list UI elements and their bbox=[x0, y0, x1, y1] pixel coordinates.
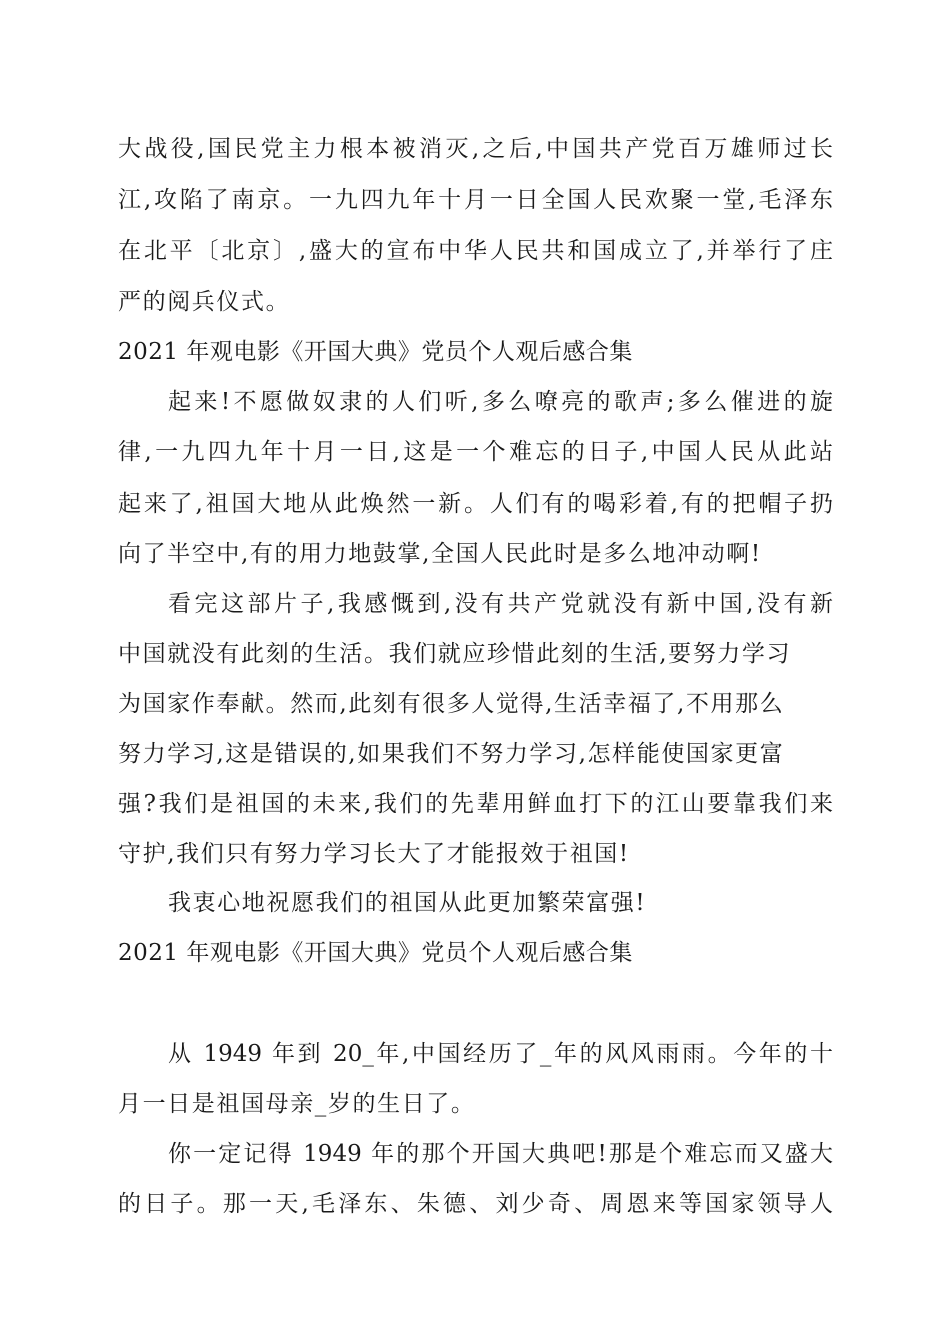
paragraph-line: 月一日是祖国母亲_岁的生日了。 bbox=[118, 1091, 476, 1117]
paragraph-line: 从 1949 年到 20_年,中国经历了_年的风风雨雨。今年的十 bbox=[168, 1041, 833, 1067]
paragraph-line: 中国就没有此刻的生活。我们就应珍惜此刻的生活,要努力学习 bbox=[118, 641, 792, 667]
paragraph-line: 守护,我们只有努力学习长大了才能报效于祖国! bbox=[118, 841, 630, 867]
paragraph-line: 起来!不愿做奴隶的人们听,多么嘹亮的歌声;多么催进的旋 bbox=[168, 389, 833, 415]
paragraph-line: 向了半空中,有的用力地鼓掌,全国人民此时是多么地冲动啊! bbox=[118, 541, 762, 567]
section-heading: 2021 年观电影《开国大典》党员个人观后感合集 bbox=[118, 940, 633, 966]
paragraph-line: 强?我们是祖国的未来,我们的先辈用鲜血打下的江山要靠我们来 bbox=[118, 791, 833, 817]
paragraph-line: 我衷心地祝愿我们的祖国从此更加繁荣富强! bbox=[168, 890, 647, 916]
paragraph-line: 严的阅兵仪式。 bbox=[118, 289, 291, 315]
section-heading: 2021 年观电影《开国大典》党员个人观后感合集 bbox=[118, 339, 633, 365]
paragraph-line: 起来了,祖国大地从此焕然一新。人们有的喝彩着,有的把帽子扔 bbox=[118, 491, 833, 517]
paragraph-line: 看完这部片子,我感慨到,没有共产党就没有新中国,没有新 bbox=[168, 591, 833, 617]
paragraph-line: 在北平〔北京〕,盛大的宣布中华人民共和国成立了,并举行了庄 bbox=[118, 238, 833, 264]
paragraph-line: 为国家作奉献。然而,此刻有很多人觉得,生活幸福了,不用那么 bbox=[118, 691, 785, 717]
paragraph-line: 大战役,国民党主力根本被消灭,之后,中国共产党百万雄师过长 bbox=[118, 136, 833, 162]
paragraph-line: 律,一九四九年十月一日,这是一个难忘的日子,中国人民从此站 bbox=[118, 439, 833, 465]
paragraph-line: 江,攻陷了南京。一九四九年十月一日全国人民欢聚一堂,毛泽东 bbox=[118, 187, 833, 213]
paragraph-line: 你一定记得 1949 年的那个开国大典吧!那是个难忘而又盛大 bbox=[168, 1141, 833, 1167]
paragraph-line: 的日子。那一天,毛泽东、朱德、刘少奇、周恩来等国家领导人 bbox=[118, 1191, 833, 1217]
paragraph-line: 努力学习,这是错误的,如果我们不努力学习,怎样能使国家更富 bbox=[118, 741, 785, 767]
